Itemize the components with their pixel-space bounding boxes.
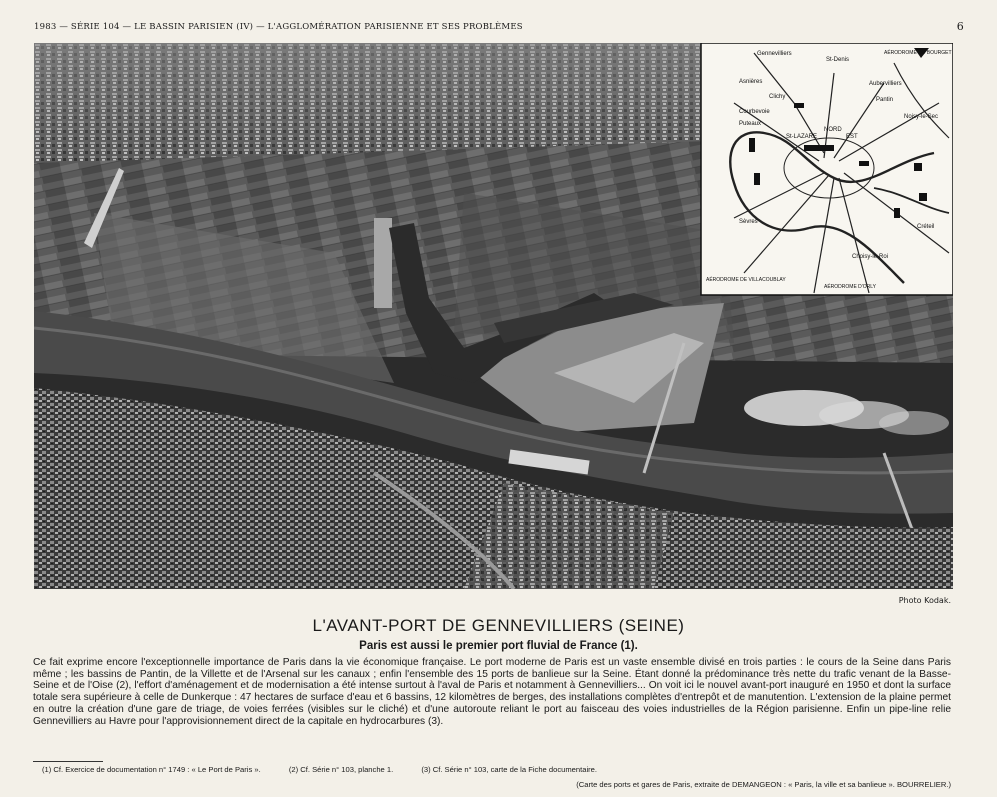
- map-label-orly: AÉRODROME D'ORLY: [824, 284, 876, 290]
- footnote-1: (1) Cf. Exercice de documentation n° 1749 : « Le Port de Paris ».: [42, 765, 261, 774]
- map-label-choisy: Choisy-le-Roi: [852, 254, 889, 260]
- map-label-aubervilliers: Aubervilliers: [869, 81, 902, 87]
- map-label-bourget: AÉRODROME DU BOURGET: [884, 50, 952, 56]
- map-label-st-lazare: St-LAZARE: [786, 134, 818, 140]
- map-label-nord: NORD: [824, 127, 842, 133]
- running-title: 1983 — SÉRIE 104 — LE BASSIN PARISIEN (IV) — L'AGGLOMÉRATION PARISIENNE ET SES PROBLÈMES: [34, 22, 523, 32]
- map-label-clichy: Clichy: [769, 94, 786, 100]
- map-label-st-denis: St-Denis: [826, 57, 850, 63]
- page-number: 6: [956, 20, 964, 33]
- body-paragraph: Ce fait exprime encore l'exceptionnelle importance de Paris dans la vie économique française. Le port moderne de Paris est un vaste ensemble divisé en trois parties : le cours de la Seine dans Paris même ; les bassins de Pantin, de la Villette et de l'Arsenal sur les canaux ; enfin l'ensemble des 15 ports de banlieue sur la Seine. Étant donné la prédominance très nette du trafic venant de la Basse-Seine et de l'Oise (2), l'effort d'aménagement et de modernisation a été intense surtout à l'aval de Paris et notamment à Gennevilliers... On voit ici le nouvel avant-port inauguré en 1950 et dont la surface totale sera supérieure à celle de Dunkerque : 47 hectares de surface d'eau et 6 bassins, 12 kilomètres de berges, des installations complètes d'entrepôt et de manutention. L'extension de la plaine permet en outre la création d'une gare de triage, de voies ferrées (visibles sur le cliché) et d'une autoroute reliant le port au faisceau des voies industrielles de la Région parisienne. Enfin un pipe-line relie Gennevilliers au Havre pour l'approvisionnement direct de la capitale en hydrocarbures (3).: [33, 657, 951, 727]
- footnote-3: (3) Cf. Série n° 103, carte de la Fiche documentaire.: [421, 765, 597, 774]
- footnote-2: (2) Cf. Série n° 103, planche 1.: [288, 765, 394, 774]
- running-header: [34, 20, 964, 36]
- map-inset: [701, 43, 953, 295]
- map-label-gennevilliers: Gennevilliers: [757, 51, 792, 57]
- map-label-est: EST: [846, 134, 858, 140]
- map-label-noisy: Noisy-le-Sec: [904, 114, 939, 120]
- page-subtitle: Paris est aussi le premier port fluvial de France (1).: [359, 640, 638, 652]
- photo-credit: Photo Kodak.: [898, 596, 951, 605]
- page-title: L'AVANT-PORT DE GENNEVILLIERS (SEINE): [312, 616, 685, 635]
- footnote-divider: [33, 761, 103, 762]
- map-label-puteaux: Puteaux: [739, 121, 762, 127]
- aerial-photograph: [34, 43, 953, 589]
- map-label-creteil: Créteil: [917, 224, 935, 230]
- footnotes: [42, 765, 942, 774]
- map-label-courbevoie: Courbevoie: [739, 109, 770, 115]
- map-label-sevres: Sèvres: [739, 219, 758, 225]
- map-source: (Carte des ports et gares de Paris, extraite de DEMANGEON : « Paris, la ville et sa banlieue ». BOURRELIER.): [576, 780, 951, 789]
- map-label-asnieres: Asnières: [739, 79, 763, 85]
- map-label-villacoublay: AÉRODROME DE VILLACOUBLAY: [706, 277, 786, 283]
- map-label-pantin: Pantin: [876, 97, 894, 103]
